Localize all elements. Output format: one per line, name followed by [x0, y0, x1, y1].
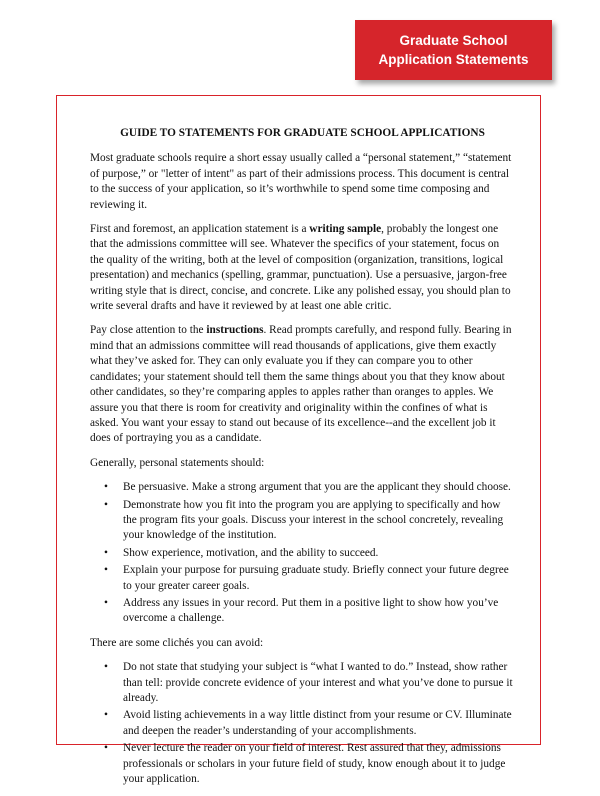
- text-segment: , probably the longest one that the admissions committee will see. Whatever the specifics of your statement, focus on the quality of the writing, both at the level of composition (organization, transitions, logical presentation) and mechanics (spelling, grammar, punctuation). Use a persuasive, jargon-free writing style that is direct, concise, and concrete. Like any polished essay, you should plan to write several drafts and have it reviewed by at least one able critic.: [90, 223, 511, 313]
- emphasis-writing-sample: writing sample: [309, 223, 382, 236]
- list-item-text: Explain your purpose for pursuing graduate study. Briefly connect your future degree to your greater career goals.: [123, 564, 509, 592]
- paragraph-intro: Most graduate schools require a short essay usually called a “personal statement,” “statement of purpose,” or "letter of intent" as part of their admissions process. This document is central to the success of your application, so it’s worthwhile to spend some time composing and reviewing it.: [90, 152, 512, 211]
- list-item: [104, 708, 515, 739]
- list-item-text: Never lecture the reader on your field of interest. Rest assured that they, admissions professionals or scholars in your future field of study, know enough about it to judge your application.: [123, 742, 506, 786]
- bullet-icon: •: [104, 481, 108, 494]
- list-item: [104, 546, 515, 561]
- bullet-icon: •: [104, 564, 108, 577]
- text-segment: . Read prompts carefully, and respond fully. Bearing in mind that an admissions committee will read thousands of applications, give them exactly what they’ve asked for. They can only evaluate you if they can compare you to other candidates; your statement should tell them the same things about you that they know about other candidates, so they’re comparing apples to apples rather than oranges to apples. We assure you that there is room for creativity and originality within the confines of what is asked. You want your essay to stand out because of its excellence--and the excellent job it does of portraying you as a candidate.: [90, 324, 512, 445]
- paragraph-writing-sample: [90, 222, 515, 314]
- bullet-icon: •: [104, 661, 108, 674]
- bullet-icon: •: [104, 709, 108, 722]
- list-item-text: Do not state that studying your subject is “what I wanted to do.” Instead, show rather than tell: provide concrete evidence of your interest and what you’ve done to pursue it already.: [123, 661, 513, 704]
- emphasis-instructions: instructions: [206, 324, 264, 337]
- should-list: [90, 480, 515, 627]
- text-segment: Pay close attention to the: [90, 324, 207, 337]
- list-item-text: Show experience, motivation, and the ability to succeed.: [123, 546, 379, 559]
- list-item: [104, 498, 515, 544]
- document-title: GUIDE TO STATEMENTS FOR GRADUATE SCHOOL APPLICATIONS: [120, 127, 485, 139]
- list-item: [104, 741, 515, 787]
- list-item-text: Address any issues in your record. Put them in a positive light to show how you’ve overcome a challenge.: [123, 596, 499, 625]
- list-item-text: Be persuasive. Make a strong argument that you are the applicant they should choose.: [123, 481, 511, 494]
- list-item: [104, 596, 515, 627]
- banner-line-1: Graduate School: [399, 33, 508, 48]
- banner-line-2: Application Statements: [378, 52, 529, 67]
- bullet-icon: •: [104, 742, 108, 755]
- bullet-icon: •: [104, 596, 108, 609]
- text-segment: First and foremost, an application statement is a: [90, 223, 310, 236]
- document-body: [90, 126, 515, 796]
- list-item: [104, 480, 515, 495]
- should-intro: Generally, personal statements should:: [90, 456, 265, 469]
- list-item-text: Demonstrate how you fit into the program you are applying to specifically and how the program fits your goals. Discuss your interest in the school concretely, revealing your knowledge of the institution.: [123, 498, 504, 542]
- list-item: [104, 660, 515, 706]
- header-banner: [355, 20, 552, 80]
- paragraph-instructions: [90, 323, 515, 446]
- cliches-intro: There are some clichés you can avoid:: [90, 636, 264, 649]
- bullet-icon: •: [104, 546, 108, 559]
- cliches-list: [90, 660, 515, 787]
- bullet-icon: •: [104, 498, 108, 511]
- list-item: [104, 563, 515, 594]
- list-item-text: Avoid listing achievements in a way little distinct from your resume or CV. Illuminate and deepen the reader’s understanding of your accomplishments.: [123, 709, 512, 737]
